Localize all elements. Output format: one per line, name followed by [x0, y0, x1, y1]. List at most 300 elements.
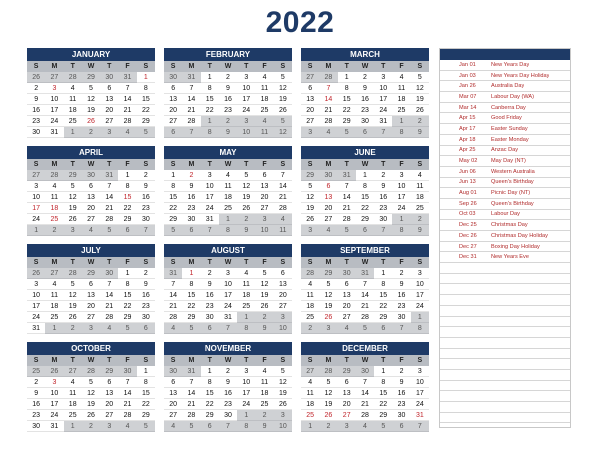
- weekday-label: S: [280, 63, 286, 70]
- day-cell: 28: [356, 312, 374, 323]
- day-cell: 8: [137, 377, 155, 388]
- day-cell: 12: [274, 83, 292, 94]
- weekday-label: F: [399, 357, 404, 364]
- month-title: MARCH: [301, 48, 429, 61]
- weekday-header: [27, 61, 155, 72]
- day-cell: 21: [100, 301, 118, 312]
- adjacent-month-day: 3: [319, 323, 337, 334]
- adjacent-month-day: 2: [255, 410, 273, 421]
- weekday-label: S: [143, 259, 149, 266]
- day-cell: 27: [82, 214, 100, 225]
- day-cell: 15: [201, 94, 219, 105]
- holiday-day: 25: [301, 410, 319, 421]
- day-grid: [164, 268, 292, 334]
- day-cell: 4: [219, 170, 237, 181]
- holiday-date: Jun 13: [459, 179, 476, 186]
- weekday-label: M: [51, 259, 58, 266]
- holiday-day: 3: [45, 83, 63, 94]
- day-cell: 15: [182, 290, 200, 301]
- holiday-date: Apr 17: [459, 125, 476, 132]
- weekday-label: W: [224, 161, 232, 168]
- day-grid: [301, 366, 429, 432]
- day-cell: 8: [137, 83, 155, 94]
- day-cell: 2: [356, 72, 374, 83]
- day-cell: 7: [274, 170, 292, 181]
- day-cell: 14: [182, 388, 200, 399]
- day-cell: 15: [118, 290, 136, 301]
- weekday-header: [27, 257, 155, 268]
- adjacent-month-day: 3: [82, 323, 100, 334]
- day-cell: 11: [219, 181, 237, 192]
- weekday-label: F: [125, 259, 130, 266]
- weekday-label: F: [399, 259, 404, 266]
- weekday-label: S: [307, 259, 313, 266]
- day-cell: 8: [164, 181, 182, 192]
- holiday-row: [440, 124, 570, 135]
- blank-ruled-line: [440, 391, 570, 402]
- weekday-label: F: [262, 63, 267, 70]
- holiday-date: Dec 27: [459, 243, 477, 250]
- day-cell: 11: [255, 83, 273, 94]
- weekday-label: T: [107, 161, 112, 168]
- day-cell: 8: [338, 83, 356, 94]
- day-cell: 4: [255, 72, 273, 83]
- month-title: APRIL: [27, 146, 155, 159]
- adjacent-month-day: 30: [82, 170, 100, 181]
- day-cell: 10: [392, 181, 410, 192]
- adjacent-month-day: 30: [118, 366, 136, 377]
- adjacent-month-day: 27: [27, 170, 45, 181]
- adjacent-month-day: 8: [392, 127, 410, 138]
- day-cell: 1: [201, 72, 219, 83]
- adjacent-month-day: 4: [274, 214, 292, 225]
- adjacent-month-day: 6: [201, 421, 219, 432]
- day-cell: 16: [182, 192, 200, 203]
- adjacent-month-day: 1: [392, 116, 410, 127]
- day-cell: 12: [64, 192, 82, 203]
- day-cell: 7: [100, 279, 118, 290]
- holiday-day: 1: [137, 72, 155, 83]
- day-cell: 3: [237, 72, 255, 83]
- holiday-row: [440, 242, 570, 253]
- adjacent-month-day: 28: [64, 268, 82, 279]
- holiday-name: Anzac Day: [491, 147, 519, 154]
- day-cell: 30: [182, 214, 200, 225]
- day-cell: 2: [219, 72, 237, 83]
- day-cell: 4: [64, 377, 82, 388]
- day-grid: [27, 268, 155, 334]
- adjacent-month-day: 8: [411, 323, 429, 334]
- adjacent-month-day: 5: [274, 116, 292, 127]
- holiday-name: Canberra Day: [491, 104, 526, 111]
- day-cell: 19: [274, 94, 292, 105]
- weekday-label: W: [87, 357, 95, 364]
- weekday-label: S: [170, 63, 176, 70]
- adjacent-month-day: 9: [255, 323, 273, 334]
- weekday-label: T: [244, 161, 249, 168]
- weekday-label: W: [361, 357, 369, 364]
- day-cell: 14: [274, 181, 292, 192]
- day-cell: 14: [356, 388, 374, 399]
- adjacent-month-day: 1: [237, 312, 255, 323]
- weekday-label: M: [325, 357, 332, 364]
- adjacent-month-day: 2: [219, 116, 237, 127]
- month-title: JULY: [27, 244, 155, 257]
- weekday-label: S: [33, 63, 39, 70]
- day-cell: 23: [201, 301, 219, 312]
- day-cell: 13: [255, 181, 273, 192]
- day-cell: 6: [164, 377, 182, 388]
- day-cell: 16: [219, 388, 237, 399]
- day-cell: 24: [411, 399, 429, 410]
- day-cell: 3: [237, 366, 255, 377]
- weekday-label: F: [262, 259, 267, 266]
- day-cell: 22: [137, 105, 155, 116]
- day-cell: 10: [219, 279, 237, 290]
- adjacent-month-day: 1: [392, 214, 410, 225]
- year-title: 2022: [265, 6, 335, 39]
- day-cell: 28: [356, 410, 374, 421]
- adjacent-month-day: 28: [301, 268, 319, 279]
- day-cell: 22: [338, 105, 356, 116]
- day-cell: 20: [164, 105, 182, 116]
- weekday-label: T: [381, 357, 386, 364]
- day-cell: 26: [255, 301, 273, 312]
- day-cell: 10: [237, 377, 255, 388]
- adjacent-month-day: 7: [219, 421, 237, 432]
- weekday-label: S: [417, 357, 423, 364]
- day-cell: 24: [201, 203, 219, 214]
- weekday-label: M: [325, 161, 332, 168]
- adjacent-month-day: 30: [338, 268, 356, 279]
- day-cell: 19: [319, 399, 337, 410]
- weekday-label: T: [207, 161, 212, 168]
- day-cell: 9: [392, 377, 410, 388]
- day-cell: 8: [118, 181, 136, 192]
- day-cell: 21: [274, 192, 292, 203]
- day-cell: 11: [392, 83, 410, 94]
- weekday-label: F: [399, 161, 404, 168]
- day-cell: 15: [338, 94, 356, 105]
- adjacent-month-day: 1: [237, 410, 255, 421]
- holiday-row: [440, 231, 570, 242]
- day-cell: 23: [137, 301, 155, 312]
- holiday-name: Labour Day: [491, 211, 520, 218]
- weekday-label: F: [262, 357, 267, 364]
- day-cell: 17: [411, 290, 429, 301]
- day-cell: 26: [64, 214, 82, 225]
- day-cell: 17: [45, 399, 63, 410]
- day-cell: 5: [301, 181, 319, 192]
- adjacent-month-day: 3: [100, 127, 118, 138]
- adjacent-month-day: 29: [64, 170, 82, 181]
- day-cell: 20: [82, 301, 100, 312]
- day-cell: 12: [255, 279, 273, 290]
- adjacent-month-day: 5: [100, 225, 118, 236]
- day-cell: 28: [182, 116, 200, 127]
- adjacent-month-day: 7: [392, 323, 410, 334]
- day-cell: 24: [219, 301, 237, 312]
- day-cell: 9: [182, 181, 200, 192]
- day-cell: 4: [301, 377, 319, 388]
- adjacent-month-day: 10: [237, 127, 255, 138]
- adjacent-month-day: 2: [82, 421, 100, 432]
- weekday-label: S: [33, 357, 39, 364]
- day-cell: 6: [82, 181, 100, 192]
- day-cell: 18: [255, 388, 273, 399]
- day-cell: 27: [338, 312, 356, 323]
- weekday-label: S: [143, 357, 149, 364]
- day-cell: 17: [27, 301, 45, 312]
- month-title: AUGUST: [164, 244, 292, 257]
- day-cell: 25: [64, 116, 82, 127]
- day-cell: 29: [118, 312, 136, 323]
- day-cell: 21: [182, 399, 200, 410]
- day-cell: 6: [164, 83, 182, 94]
- day-cell: 6: [274, 268, 292, 279]
- weekday-label: T: [344, 63, 349, 70]
- day-cell: 29: [118, 214, 136, 225]
- day-cell: 25: [301, 312, 319, 323]
- day-cell: 2: [27, 377, 45, 388]
- day-cell: 29: [137, 116, 155, 127]
- holiday-list-header: [440, 49, 570, 60]
- adjacent-month-day: 6: [118, 225, 136, 236]
- holiday-row: [440, 135, 570, 146]
- weekday-label: M: [325, 63, 332, 70]
- holiday-day: 1: [182, 268, 200, 279]
- holiday-day: 26: [82, 116, 100, 127]
- day-cell: 1: [201, 366, 219, 377]
- day-cell: 19: [64, 301, 82, 312]
- day-cell: 8: [374, 377, 392, 388]
- adjacent-month-day: 10: [274, 323, 292, 334]
- adjacent-month-day: 2: [411, 116, 429, 127]
- adjacent-month-day: 3: [255, 214, 273, 225]
- day-cell: 25: [45, 312, 63, 323]
- adjacent-month-day: 1: [411, 312, 429, 323]
- day-cell: 18: [64, 399, 82, 410]
- holiday-date: Mar 07: [459, 93, 477, 100]
- day-cell: 19: [319, 301, 337, 312]
- day-cell: 5: [411, 72, 429, 83]
- day-cell: 3: [27, 279, 45, 290]
- holiday-date: Jan 26: [459, 83, 476, 90]
- day-cell: 3: [411, 268, 429, 279]
- day-cell: 3: [27, 181, 45, 192]
- weekday-label: W: [361, 63, 369, 70]
- weekday-label: F: [262, 161, 267, 168]
- day-cell: 16: [219, 94, 237, 105]
- day-cell: 23: [137, 203, 155, 214]
- day-cell: 22: [118, 301, 136, 312]
- month-november: [164, 342, 292, 432]
- day-cell: 15: [164, 192, 182, 203]
- holiday-date: Jun 06: [459, 168, 476, 175]
- day-cell: 13: [338, 290, 356, 301]
- day-cell: 10: [27, 192, 45, 203]
- day-cell: 26: [82, 410, 100, 421]
- day-cell: 29: [137, 410, 155, 421]
- day-cell: 23: [356, 105, 374, 116]
- adjacent-month-day: 5: [338, 127, 356, 138]
- day-cell: 28: [319, 116, 337, 127]
- day-cell: 2: [392, 366, 410, 377]
- day-cell: 17: [374, 94, 392, 105]
- day-cell: 29: [201, 410, 219, 421]
- day-cell: 16: [374, 192, 392, 203]
- weekday-header: [164, 159, 292, 170]
- holiday-name: Queen's Birthday: [491, 179, 534, 186]
- day-cell: 15: [137, 94, 155, 105]
- blank-ruled-line: [440, 317, 570, 328]
- day-cell: 4: [301, 279, 319, 290]
- day-cell: 11: [237, 279, 255, 290]
- day-cell: 27: [164, 116, 182, 127]
- day-cell: 25: [392, 105, 410, 116]
- day-cell: 5: [64, 181, 82, 192]
- adjacent-month-day: 31: [356, 268, 374, 279]
- day-cell: 20: [338, 399, 356, 410]
- day-cell: 21: [338, 203, 356, 214]
- adjacent-month-day: 5: [137, 421, 155, 432]
- weekday-label: S: [280, 259, 286, 266]
- weekday-header: [164, 257, 292, 268]
- adjacent-month-day: 30: [356, 366, 374, 377]
- weekday-label: S: [280, 161, 286, 168]
- adjacent-month-day: 28: [64, 72, 82, 83]
- holiday-date: Apr 15: [459, 115, 476, 122]
- day-cell: 11: [64, 388, 82, 399]
- day-cell: 8: [201, 377, 219, 388]
- holiday-name: Good Friday: [491, 115, 522, 122]
- adjacent-month-day: 4: [164, 421, 182, 432]
- day-cell: 19: [274, 388, 292, 399]
- holiday-row: [440, 167, 570, 178]
- day-cell: 10: [45, 94, 63, 105]
- day-cell: 17: [45, 105, 63, 116]
- day-cell: 26: [64, 312, 82, 323]
- day-cell: 27: [301, 116, 319, 127]
- holiday-row: [440, 92, 570, 103]
- day-grid: [301, 170, 429, 236]
- holiday-day: 6: [319, 181, 337, 192]
- day-cell: 25: [255, 105, 273, 116]
- day-cell: 22: [118, 203, 136, 214]
- day-cell: 12: [274, 377, 292, 388]
- day-cell: 17: [411, 388, 429, 399]
- day-cell: 25: [411, 203, 429, 214]
- holiday-name: Easter Sunday: [491, 125, 528, 132]
- adjacent-month-day: 2: [45, 225, 63, 236]
- weekday-label: T: [344, 259, 349, 266]
- adjacent-month-day: 9: [255, 421, 273, 432]
- day-cell: 25: [64, 410, 82, 421]
- day-cell: 5: [237, 170, 255, 181]
- adjacent-month-day: 8: [237, 323, 255, 334]
- weekday-label: T: [244, 259, 249, 266]
- day-cell: 20: [82, 203, 100, 214]
- holiday-row: [440, 156, 570, 167]
- adjacent-month-day: 7: [411, 421, 429, 432]
- adjacent-month-day: 4: [82, 225, 100, 236]
- day-cell: 17: [237, 388, 255, 399]
- weekday-header: [301, 257, 429, 268]
- holiday-day: 26: [319, 312, 337, 323]
- holiday-row: [440, 188, 570, 199]
- holiday-date: Apr 25: [459, 147, 476, 154]
- day-cell: 20: [274, 290, 292, 301]
- day-cell: 13: [100, 94, 118, 105]
- adjacent-month-day: 10: [255, 225, 273, 236]
- adjacent-month-day: 26: [45, 366, 63, 377]
- blank-ruled-line: [440, 349, 570, 360]
- adjacent-month-day: 29: [301, 170, 319, 181]
- holiday-day: 25: [45, 214, 63, 225]
- holiday-date: Jan 01: [459, 61, 476, 68]
- day-cell: 23: [219, 105, 237, 116]
- day-cell: 16: [137, 192, 155, 203]
- adjacent-month-day: 3: [338, 421, 356, 432]
- month-march: [301, 48, 429, 138]
- day-cell: 9: [392, 279, 410, 290]
- day-cell: 29: [374, 312, 392, 323]
- day-cell: 1: [118, 170, 136, 181]
- holiday-rows: [440, 60, 570, 427]
- day-cell: 4: [45, 279, 63, 290]
- day-cell: 21: [182, 105, 200, 116]
- day-cell: 5: [82, 83, 100, 94]
- weekday-label: W: [87, 63, 95, 70]
- holiday-list-panel: [439, 48, 571, 428]
- day-cell: 30: [374, 214, 392, 225]
- weekday-label: T: [70, 63, 75, 70]
- weekday-label: W: [87, 161, 95, 168]
- adjacent-month-day: 31: [182, 366, 200, 377]
- day-cell: 6: [255, 170, 273, 181]
- day-cell: 12: [237, 181, 255, 192]
- day-cell: 4: [64, 83, 82, 94]
- blank-ruled-line: [440, 381, 570, 392]
- month-june: [301, 146, 429, 236]
- day-cell: 26: [237, 203, 255, 214]
- adjacent-month-day: 4: [319, 127, 337, 138]
- weekday-label: S: [143, 63, 149, 70]
- weekday-label: M: [51, 161, 58, 168]
- day-cell: 28: [100, 312, 118, 323]
- blank-ruled-line: [440, 295, 570, 306]
- day-cell: 7: [182, 377, 200, 388]
- day-cell: 22: [182, 301, 200, 312]
- adjacent-month-day: 9: [219, 127, 237, 138]
- adjacent-month-day: 30: [100, 72, 118, 83]
- day-cell: 27: [164, 410, 182, 421]
- day-cell: 16: [356, 94, 374, 105]
- day-cell: 9: [356, 83, 374, 94]
- weekday-label: T: [107, 259, 112, 266]
- weekday-label: F: [125, 63, 130, 70]
- adjacent-month-day: 5: [356, 323, 374, 334]
- weekday-label: T: [381, 259, 386, 266]
- holiday-row: [440, 220, 570, 231]
- adjacent-month-day: 2: [301, 323, 319, 334]
- day-cell: 14: [118, 94, 136, 105]
- day-cell: 16: [201, 290, 219, 301]
- weekday-label: F: [125, 357, 130, 364]
- day-cell: 28: [274, 203, 292, 214]
- month-title: NOVEMBER: [164, 342, 292, 355]
- adjacent-month-day: 2: [82, 127, 100, 138]
